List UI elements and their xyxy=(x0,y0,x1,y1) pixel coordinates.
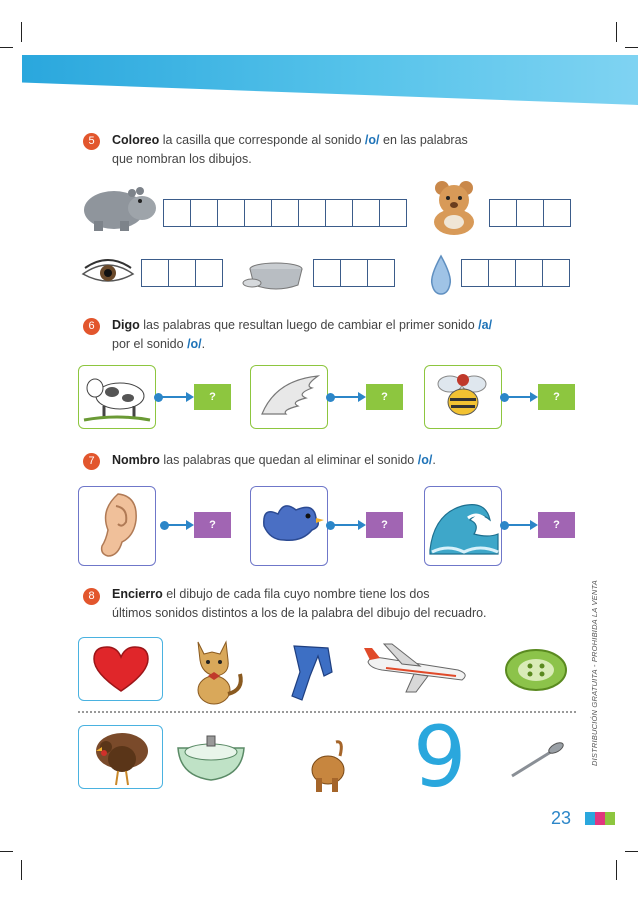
arrow-line xyxy=(164,524,186,526)
answer-box[interactable]: ? xyxy=(366,512,403,538)
letter-box[interactable] xyxy=(313,259,341,287)
heart-icon xyxy=(90,645,152,693)
letter-box[interactable] xyxy=(543,199,571,227)
arrow-head xyxy=(530,392,538,402)
page-number: 23 xyxy=(551,808,572,828)
letter-box[interactable] xyxy=(168,259,196,287)
answer-box[interactable]: ? xyxy=(366,384,403,410)
letter-boxes xyxy=(142,259,223,287)
crop-mark xyxy=(616,22,617,42)
letter-box[interactable] xyxy=(244,199,272,227)
letter-box[interactable] xyxy=(461,259,489,287)
button-icon[interactable] xyxy=(504,648,568,692)
dog-tail-icon[interactable] xyxy=(306,738,350,794)
letter-boxes xyxy=(462,259,570,287)
activity-instruction: Digo las palabras que resultan luego de cambiar el primer sonido /a/ por el sonido /o/. xyxy=(112,318,493,351)
eye-icon xyxy=(80,258,136,288)
arrow-head xyxy=(186,520,194,530)
letter-box[interactable] xyxy=(325,199,353,227)
activity-instruction: Encierro el dibujo de cada fila cuyo nombre tiene los dos últimos sonidos distintos a los de la palabra del dibujo del recuadro. xyxy=(112,587,487,620)
crop-mark xyxy=(0,851,13,852)
wing-icon xyxy=(256,370,322,424)
cat-icon[interactable] xyxy=(186,634,246,706)
bird-icon xyxy=(256,496,326,552)
letter-box[interactable] xyxy=(489,199,517,227)
activity-number: 5 xyxy=(83,133,100,150)
turkey-icon xyxy=(88,729,154,787)
arrow-line xyxy=(330,396,358,398)
activity-number: 6 xyxy=(83,318,100,335)
arrow-head xyxy=(358,392,366,402)
nail-icon[interactable] xyxy=(508,740,568,780)
answer-box[interactable]: ? xyxy=(538,512,575,538)
wave-icon xyxy=(428,494,500,558)
answer-box[interactable]: ? xyxy=(194,384,231,410)
row-divider xyxy=(78,711,576,713)
airplane-icon[interactable] xyxy=(362,640,474,696)
crop-mark xyxy=(21,860,22,880)
arrow-line xyxy=(504,524,530,526)
answer-box[interactable]: ? xyxy=(194,512,231,538)
crop-mark xyxy=(0,47,13,48)
letter-box[interactable] xyxy=(163,199,191,227)
letter-box[interactable] xyxy=(515,259,543,287)
activity-number: 8 xyxy=(83,588,100,605)
arrow-head xyxy=(358,520,366,530)
arrow-line xyxy=(158,396,186,398)
letter-box[interactable] xyxy=(542,259,570,287)
crop-mark xyxy=(625,47,638,48)
crop-mark xyxy=(616,860,617,880)
color-square xyxy=(595,812,605,825)
arrow-line xyxy=(504,396,530,398)
crop-mark xyxy=(21,22,22,42)
distribution-notice: DISTRIBUCIÓN GRATUITA - PROHIBIDA LA VENTA xyxy=(590,580,599,766)
letter-box[interactable] xyxy=(340,259,368,287)
answer-box[interactable]: ? xyxy=(538,384,575,410)
letter-box[interactable] xyxy=(367,259,395,287)
hippo-icon xyxy=(80,183,158,233)
letter-box[interactable] xyxy=(379,199,407,227)
bee-icon xyxy=(430,370,496,424)
letter-box[interactable] xyxy=(271,199,299,227)
letter-box[interactable] xyxy=(516,199,544,227)
letter-boxes xyxy=(314,259,395,287)
arrow-head xyxy=(186,392,194,402)
letter-box[interactable] xyxy=(141,259,169,287)
letter-boxes xyxy=(164,199,407,227)
activity-number: 7 xyxy=(83,453,100,470)
drop-icon xyxy=(428,254,454,296)
letter-box[interactable] xyxy=(488,259,516,287)
color-square xyxy=(605,812,615,825)
letter-boxes xyxy=(490,199,571,227)
nine-digit[interactable]: 9 xyxy=(413,708,467,806)
cow-icon xyxy=(82,370,152,424)
color-square xyxy=(585,812,595,825)
letter-box[interactable] xyxy=(298,199,326,227)
letter-box[interactable] xyxy=(217,199,245,227)
sink-icon[interactable] xyxy=(174,732,248,786)
activity-instruction: Coloreo la casilla que corresponde al sonido /o/ en las palabras que nombran los dibujos. xyxy=(112,133,468,166)
crop-mark xyxy=(625,851,638,852)
bear-icon xyxy=(424,178,484,236)
letter-box[interactable] xyxy=(190,199,218,227)
activity-instruction: Nombro las palabras que quedan al eliminar el sonido /o/. xyxy=(112,453,436,467)
letter-box[interactable] xyxy=(352,199,380,227)
arrow-head xyxy=(530,520,538,530)
header-band xyxy=(22,55,638,105)
ear-icon xyxy=(96,490,140,562)
pot-icon xyxy=(240,257,308,293)
pants-icon[interactable] xyxy=(288,642,336,704)
letter-box[interactable] xyxy=(195,259,223,287)
arrow-line xyxy=(330,524,358,526)
